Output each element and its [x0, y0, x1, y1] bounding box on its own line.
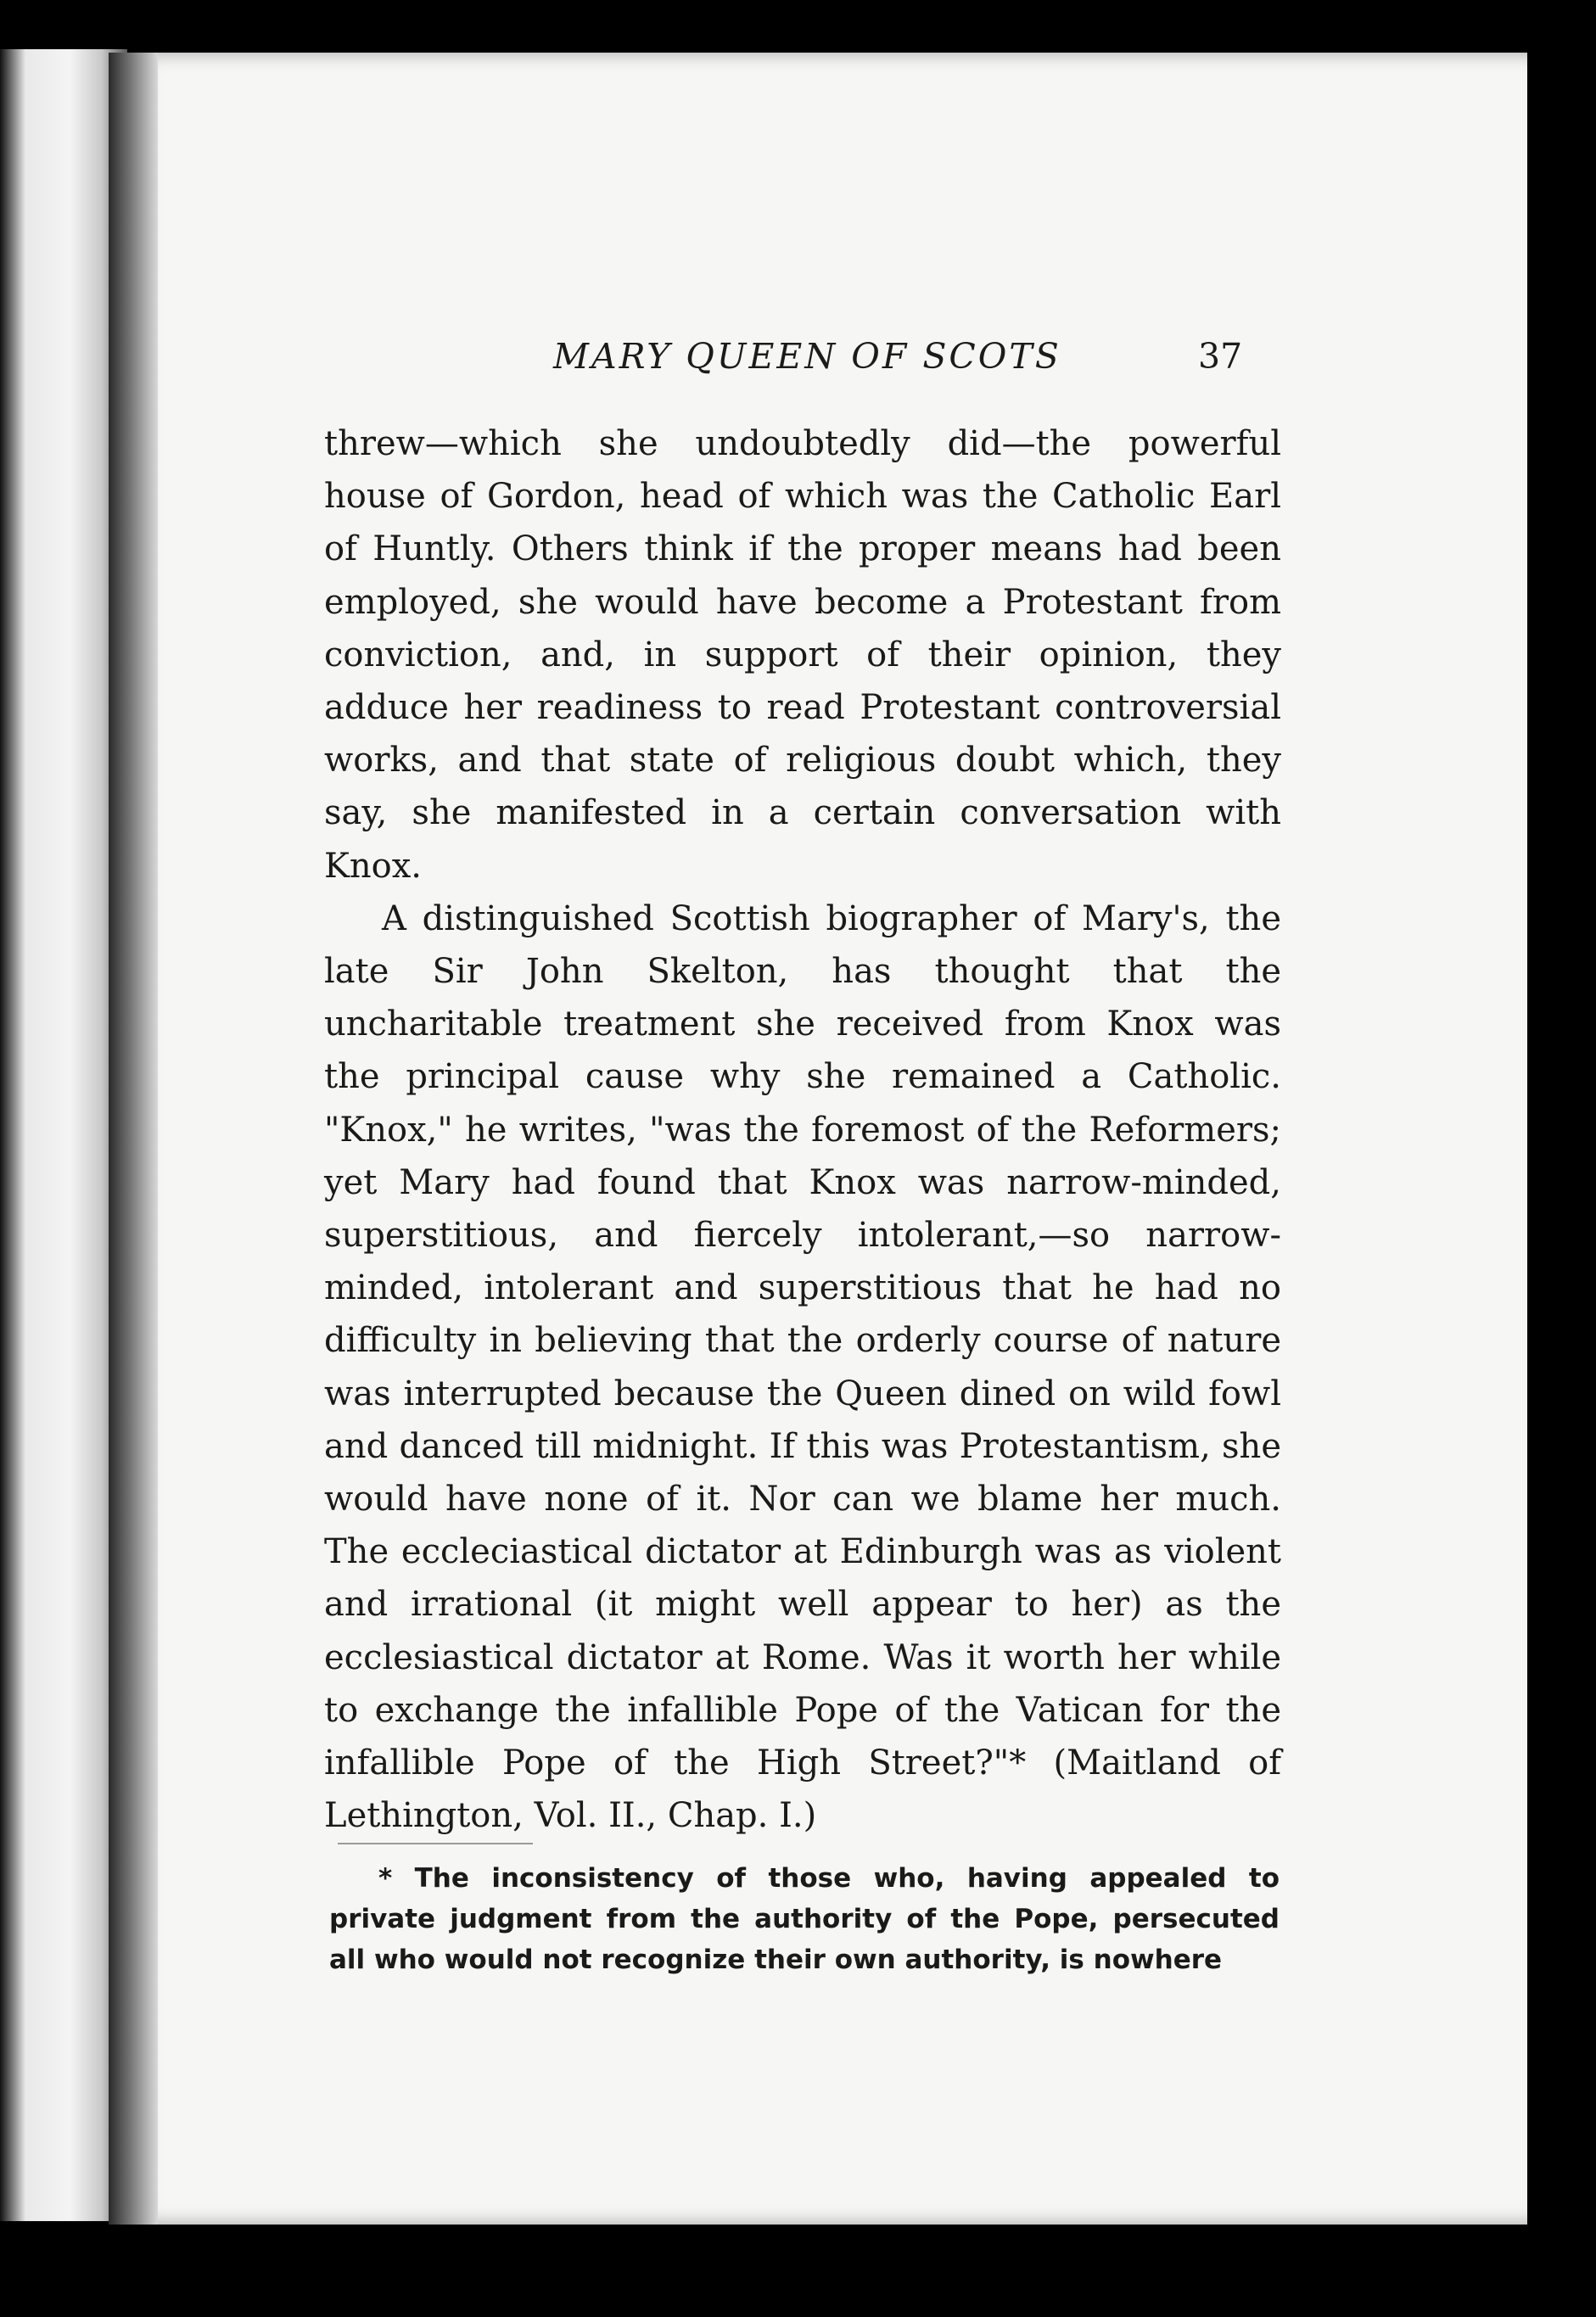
footnote: * The inconsistency of those who, having appealed to private judgment from the authority of the Pope, persecuted all who would not recognize their own authority, is nowhere: [329, 1863, 1280, 1975]
paragraph-1: threw—which she undoubtedly did—the powerful house of Gordon, head of which was the Catholic Earl of Huntly. Others think if the proper means had been employed, she would have become a Protestant from conviction, and, in support of their opinion, they adduce her readiness to read Protestant controversial works, and that state of religious doubt which, they say, she manifested in a certain conversation with Knox.: [324, 424, 1281, 886]
page-number: 37: [1198, 336, 1243, 377]
footnote-divider: [338, 1843, 533, 1844]
binding-gutter: [109, 53, 158, 2225]
running-head: MARY QUEEN OF SCOTS: [553, 336, 1061, 377]
paragraph-2: A distinguished Scottish biographer of Mary's, the late Sir John Skelton, has thought that the uncharitable treatment she received from Knox was the principal cause why she remained a Catholic. "Knox," he writes, "was the foremost of the Reformers; yet Mary had found that Knox was narrow-minded, superstitious, and fiercely intolerant,—so narrow-minded, intolerant and superstitious that he had no difficulty in believing that the orderly course of nature was interrupted because the Queen dined on wild fowl and danced till midnight. If this was Protestantism, she would have none of it. Nor can we blame her much. The eccleciastical dictator at Edinburgh was as violent and irrational (it might well appear to her) as the ecclesiastical dictator at Rome. Was it worth her while to exchange the infallible Pope of the Vatican for the infallible Pope of the High Street?"* (Maitland of Lethington, Vol. II., Chap. I.): [324, 898, 1281, 1836]
main-text: [324, 417, 1281, 1842]
